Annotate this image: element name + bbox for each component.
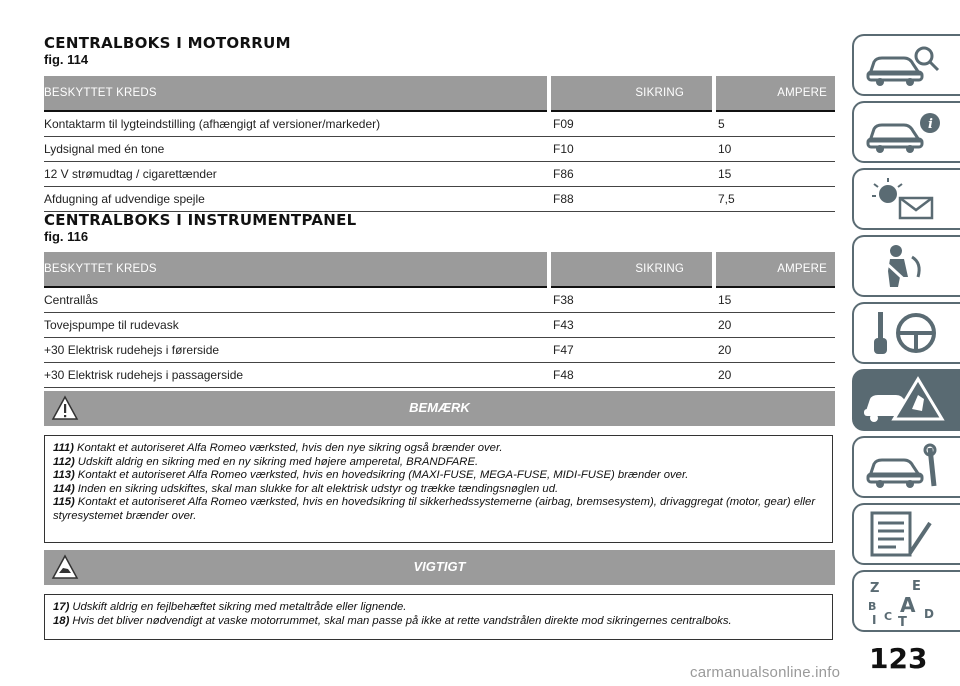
circuit-cell: Afdugning af udvendige spejle [44,187,549,212]
figure-reference: fig. 114 [44,52,89,67]
circuit-cell: 12 V strømudtag / cigarettænder [44,162,549,187]
svg-text:Z: Z [870,581,880,596]
note-item: 114) Inden en sikring udskiftes, skal man slukke for alt elektrisk udstyr og trække tændingsnøglen ud. [53,482,559,495]
note-content [44,435,833,543]
ampere-cell: 5 [714,111,835,137]
svg-text:i: i [928,117,933,132]
fuse-cell: F88 [549,187,714,212]
note-item: 111) Kontakt et autoriseret Alfa Romeo værksted, hvis den nye sikring også brænder over. [53,442,503,454]
ampere-cell: 20 [714,338,835,363]
svg-text:E: E [912,579,921,594]
svg-text:D: D [924,607,934,621]
specifications-list-icon [860,509,950,559]
circuit-cell: Lydsignal med én tone [44,137,549,162]
note-item: 115) Kontakt et autoriseret Alfa Romeo værksted, hvis en hovedsikring til sikkerhedssystemerne (airbag, bremsesystem), drivaggregat (motor, gear) eller styresystemet brænder over. [53,496,816,522]
table-row [44,313,835,338]
table-header-row [44,252,835,287]
ampere-cell: 20 [714,363,835,388]
note-item: 18) Hvis det bliver nødvendigt at vaske motorrummet, skal man passe på ikke at rette vandstrålen direkte mod sikringernes centralboks. [53,614,732,627]
ampere-cell: 10 [714,137,835,162]
note-header-bar [44,391,835,426]
column-header-ampere: AMPERE [714,76,835,111]
figure-reference: fig. 116 [44,229,89,244]
tab-emergency[interactable] [852,369,960,431]
important-header-bar [44,550,835,585]
column-header-ampere: AMPERE [714,252,835,287]
important-title: VIGTIGT [413,559,466,574]
section-title-dashboard-fusebox: CENTRALBOKS I INSTRUMENTPANEL [44,211,357,229]
fuse-cell: F86 [549,162,714,187]
section-title-engine-fusebox: CENTRALBOKS I MOTORRUM [44,34,291,52]
circuit-cell: Tovejspumpe til rudevask [44,313,549,338]
svg-text:I: I [872,613,877,627]
column-header-circuit: BESKYTTET KREDS [44,76,549,111]
page-number: 123 [869,642,928,675]
car-crash-warning-icon [860,375,950,425]
tab-technical-data[interactable] [852,503,960,565]
svg-text:C: C [884,610,893,623]
fuse-cell: F10 [549,137,714,162]
dashboard-fuse-table [44,252,835,388]
table-row [44,363,835,388]
warning-light-message-icon [860,174,950,224]
fuse-cell: F47 [549,338,714,363]
tab-index[interactable] [852,570,960,632]
alphabetical-index-icon [860,576,950,628]
table-row [44,287,835,313]
circuit-cell: Kontaktarm til lygteindstilling (afhængigt af versioner/markeder) [44,111,549,137]
watermark: carmanualsonline.info [690,664,841,681]
table-row [44,111,835,137]
circuit-cell: +30 Elektrisk rudehejs i førerside [44,338,549,363]
svg-text:T: T [898,615,907,628]
fuse-cell: F09 [549,111,714,137]
tab-know-your-car[interactable] [852,34,960,96]
circuit-cell: +30 Elektrisk rudehejs i passagerside [44,363,549,388]
table-row [44,338,835,363]
tab-warning-lights[interactable] [852,168,960,230]
table-row [44,137,835,162]
note-item: 113) Kontakt et autoriseret Alfa Romeo værksted, hvis en hovedsikring (MAXI-FUSE, MEGA-FUSE, MIDI-FUSE) brænder over. [53,469,689,481]
seatbelt-person-icon [860,241,950,291]
tab-safety[interactable] [852,235,960,297]
car-service-tools-icon [860,442,950,492]
key-steering-wheel-icon [860,308,950,358]
note-item: 112) Udskift aldrig en sikring med en ny sikring med højere amperetal, BRANDFARE. [53,455,479,468]
engine-fuse-table [44,76,835,212]
ampere-cell: 20 [714,313,835,338]
note-title: BEMÆRK [409,400,470,415]
table-row [44,162,835,187]
column-header-circuit: BESKYTTET KREDS [44,252,549,287]
svg-text:B: B [868,600,877,613]
svg-text:A: A [900,593,916,617]
car-search-icon [860,40,950,90]
note-item: 17) Udskift aldrig en fejlbehæftet sikring med metaltråde eller lignende. [53,601,407,613]
circuit-cell: Centrallås [44,287,549,313]
tab-starting-driving[interactable] [852,302,960,364]
fuse-cell: F43 [549,313,714,338]
table-row [44,187,835,212]
important-content [44,594,833,640]
ampere-cell: 15 [714,162,835,187]
column-header-fuse: SIKRING [549,252,714,287]
column-header-fuse: SIKRING [549,76,714,111]
ampere-cell: 7,5 [714,187,835,212]
ampere-cell: 15 [714,287,835,313]
tab-servicing[interactable] [852,436,960,498]
car-info-icon [860,107,950,157]
table-header-row [44,76,835,111]
fuse-cell: F38 [549,287,714,313]
fuse-cell: F48 [549,363,714,388]
tab-dashboard-info[interactable] [852,101,960,163]
